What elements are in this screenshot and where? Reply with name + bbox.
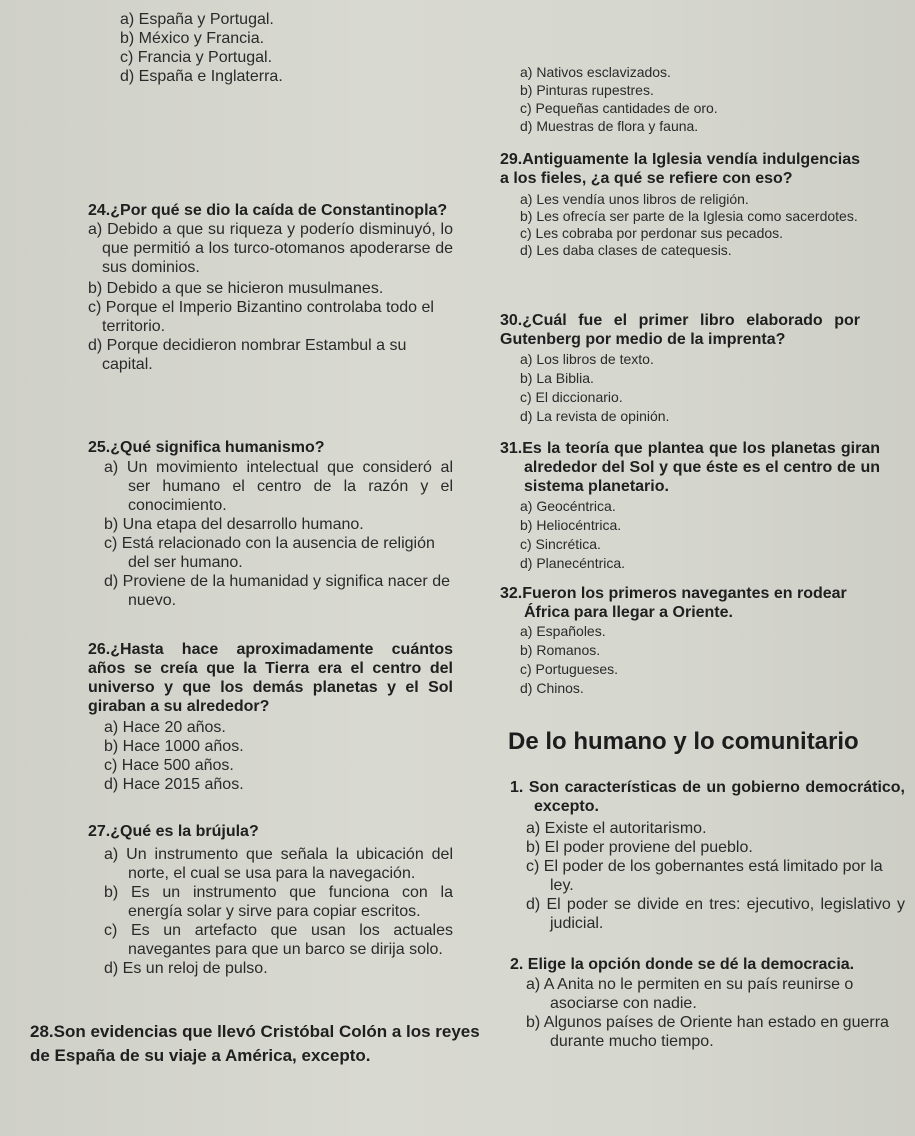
question-28 [30, 1020, 485, 1068]
q32-option-d: d) Chinos. [520, 680, 584, 696]
question-30-text: 30.¿Cuál fue el primer libro elaborado por Gutenberg por medio de la imprenta? [500, 312, 860, 348]
q25-option-c: c) Está relacionado con la ausencia de religión del ser humano. [104, 535, 435, 571]
option-d: d) España e Inglaterra. [120, 68, 283, 85]
question-28-text: 28.Son evidencias que llevó Cristóbal Colón a los reyes de España de su viaje a América, excepto. [30, 1022, 480, 1065]
q25-option-a: a) Un movimiento intelectual que consideró al ser humano el centro de la razón y el conocimiento. [104, 459, 453, 514]
question-26-text: 26.¿Hasta hace aproximadamente cuántos años se creía que la Tierra era el centro del universo y que los demás planetas y el Sol giraban a su alrededor? [88, 641, 453, 715]
s2-option-a: a) A Anita no le permiten en su país reunirse o asociarse con nadie. [526, 976, 854, 1012]
question-29 [500, 150, 860, 259]
q32-option-b: b) Romanos. [520, 642, 601, 658]
question-27-text: 27.¿Qué es la brújula? [88, 823, 259, 840]
q26-option-b: b) Hace 1000 años. [104, 738, 244, 755]
prev-question-options-right [520, 63, 820, 135]
q29-option-b: b) Les ofrecía ser parte de la Iglesia como sacerdotes. [520, 208, 858, 224]
option-b: b) Pinturas rupestres. [520, 82, 654, 98]
q25-option-b: b) Una etapa del desarrollo humano. [104, 516, 364, 533]
q30-option-a: a) Los libros de texto. [520, 351, 654, 367]
option-c: c) Pequeñas cantidades de oro. [520, 100, 718, 116]
q25-option-d: d) Proviene de la humanidad y significa nacer de nuevo. [104, 573, 450, 609]
q31-option-b: b) Heliocéntrica. [520, 517, 622, 533]
q31-option-c: c) Sincrética. [520, 536, 601, 552]
q29-option-d: d) Les daba clases de catequesis. [520, 242, 732, 258]
q27-option-c: c) Es un artefacto que usan los actuales navegantes para que un barco se dirija solo. [104, 922, 453, 958]
question-24-text: 24.¿Por qué se dio la caída de Constantinopla? [88, 202, 448, 219]
question-32 [500, 584, 885, 698]
q27-option-b: b) Es un instrumento que funciona con la energía solar y sirve para copiar escritos. [104, 884, 453, 920]
q26-option-c: c) Hace 500 años. [104, 757, 234, 774]
question-30 [500, 311, 860, 426]
section-question-2-text: 2. Elige la opción donde se dé la democracia. [510, 956, 855, 973]
q27-option-d: d) Es un reloj de pulso. [104, 960, 268, 977]
q29-option-a: a) Les vendía unos libros de religión. [520, 191, 749, 207]
q31-option-d: d) Planecéntrica. [520, 555, 626, 571]
q26-option-d: d) Hace 2015 años. [104, 776, 244, 793]
s1-option-b: b) El poder proviene del pueblo. [526, 839, 753, 856]
q32-option-a: a) Españoles. [520, 623, 606, 639]
q32-option-c: c) Portugueses. [520, 661, 619, 677]
s1-option-c: c) El poder de los gobernantes está limitado por la ley. [526, 858, 883, 894]
question-32-text: 32.Fueron los primeros navegantes en rodear África para llegar a Oriente. [500, 585, 847, 621]
section-question-1 [510, 778, 905, 933]
option-b: b) México y Francia. [120, 30, 265, 47]
question-31-text: 31.Es la teoría que plantea que los planetas giran alrededor del Sol y que éste es el centro de un sistema planetario. [500, 440, 880, 495]
q31-option-a: a) Geocéntrica. [520, 498, 616, 514]
s1-option-a: a) Existe el autoritarismo. [526, 820, 707, 837]
question-31 [500, 439, 880, 573]
question-25-text: 25.¿Qué significa humanismo? [88, 439, 325, 456]
option-d: d) Muestras de flora y fauna. [520, 118, 699, 134]
option-a: a) Nativos esclavizados. [520, 64, 671, 80]
option-c: c) Francia y Portugal. [120, 49, 273, 66]
question-26 [88, 640, 453, 794]
option-a: a) España y Portugal. [120, 11, 274, 28]
question-25 [88, 438, 453, 610]
section-question-2 [510, 955, 910, 1051]
s1-option-d: d) El poder se divide en tres: ejecutivo, legislativo y judicial. [526, 896, 905, 932]
prev-question-options-left [120, 10, 420, 86]
section-question-1-text: 1. Son características de un gobierno democrático, excepto. [510, 779, 905, 815]
q24-option-a: a) Debido a que su riqueza y poderío disminuyó, lo que permitió a los turco-otomanos apoderarse de sus dominios. [88, 221, 453, 276]
q26-option-a: a) Hace 20 años. [104, 719, 226, 736]
q24-option-c: c) Porque el Imperio Bizantino controlaba todo el territorio. [88, 299, 434, 335]
q24-option-d: d) Porque decidieron nombrar Estambul a su capital. [88, 337, 407, 373]
question-27 [88, 822, 453, 978]
q30-option-b: b) La Biblia. [520, 370, 594, 386]
q29-option-c: c) Les cobraba por perdonar sus pecados. [520, 225, 784, 241]
question-24 [88, 201, 453, 374]
q27-option-a: a) Un instrumento que señala la ubicación del norte, el cual se usa para la navegación. [104, 846, 453, 882]
question-29-text: 29.Antiguamente la Iglesia vendía indulgencias a los fieles, ¿a qué se refiere con eso? [500, 151, 860, 187]
q24-option-b: b) Debido a que se hicieron musulmanes. [88, 280, 384, 297]
s2-option-b: b) Algunos países de Oriente han estado en guerra durante mucho tiempo. [526, 1014, 889, 1050]
q30-option-d: d) La revista de opinión. [520, 408, 670, 424]
section-title: De lo humano y lo comunitario [508, 728, 859, 755]
q30-option-c: c) El diccionario. [520, 389, 623, 405]
